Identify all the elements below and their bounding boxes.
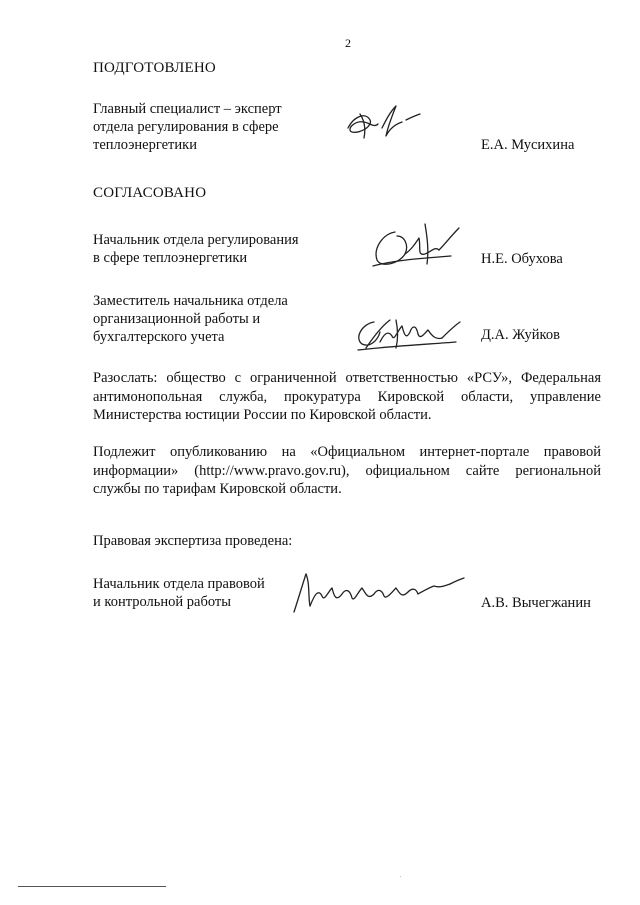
distribution-paragraph: Разослать: общество с ограниченной ответственностью «РСУ», Федеральная антимонопольная служба, прокуратура Кировской области, управление Министерства юстиции России по Кировской области. — [93, 370, 601, 423]
prepared-name: Е.А. Мусихина — [481, 137, 575, 153]
prepared-position — [93, 100, 353, 154]
legal-review-statement: Правовая экспертиза проведена: — [93, 533, 293, 549]
agreed-position-2 — [93, 292, 353, 346]
page-number: 2 — [345, 36, 351, 50]
position-line: теплоэнергетики — [93, 137, 197, 153]
signature-musikhina — [340, 98, 430, 144]
position-line: Начальник отдела правовой — [93, 576, 265, 592]
position-line: в сфере теплоэнергетики — [93, 250, 248, 266]
agreed-name-1: Н.Е. Обухова — [481, 251, 563, 267]
position-line: организационной работы и — [93, 311, 261, 327]
position-line: бухгалтерского учета — [93, 329, 225, 345]
scan-speck — [400, 876, 401, 877]
agreed-position-1 — [93, 231, 353, 267]
prepared-heading: ПОДГОТОВЛЕНО — [93, 60, 216, 76]
legal-review-name: А.В. Вычегжанин — [481, 595, 591, 611]
position-line: Заместитель начальника отдела — [93, 293, 288, 309]
publication-paragraph: Подлежит опубликованию на «Официальном интернет-портале правовой информации» (http://www.pravo.gov.ru), официальном сайте региональной службы по тарифам Кировской области. — [93, 444, 601, 497]
position-line: Главный специалист – эксперт — [93, 101, 282, 117]
agreed-heading: СОГЛАСОВАНО — [93, 185, 207, 201]
signature-obukhova — [365, 214, 465, 272]
position-line: отдела регулирования в сфере — [93, 119, 279, 135]
position-line: и контрольной работы — [93, 594, 231, 610]
position-line: Начальник отдела регулирования — [93, 232, 299, 248]
footer-rule — [18, 886, 166, 887]
signature-zhuikov — [352, 312, 470, 352]
signature-vychegzhanin — [288, 566, 468, 616]
agreed-name-2: Д.А. Жуйков — [481, 327, 560, 343]
